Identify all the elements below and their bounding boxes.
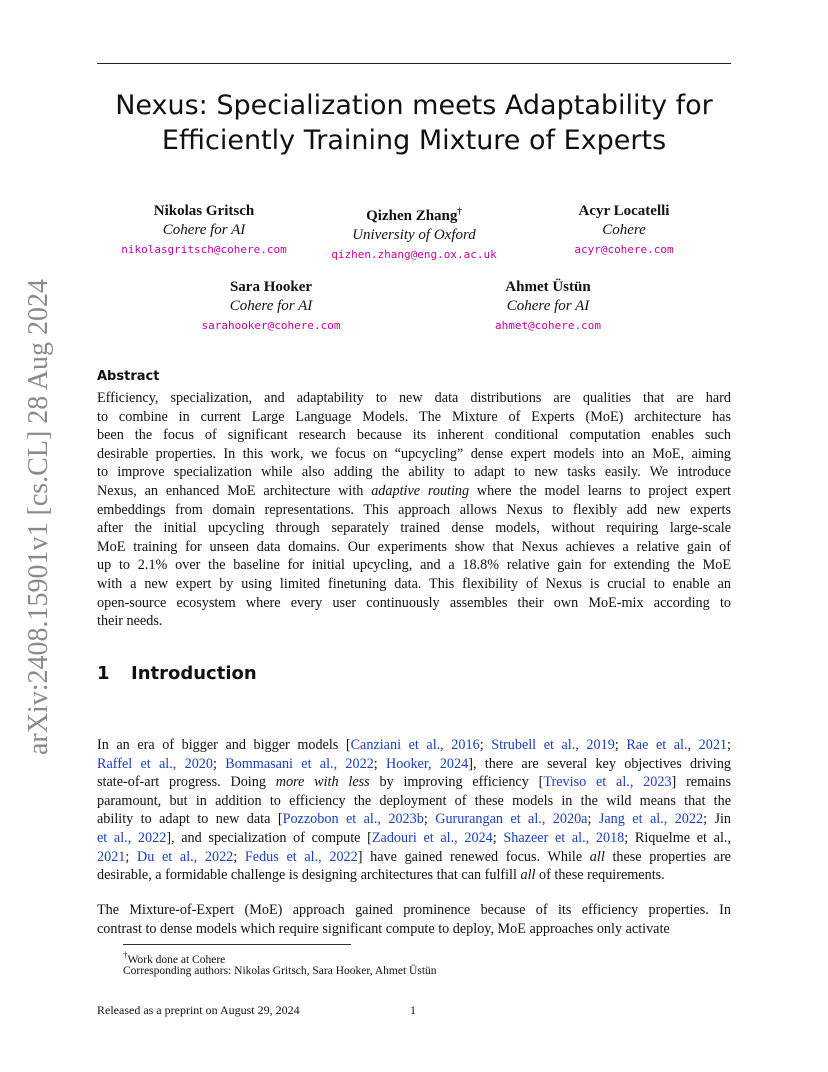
text-line: desirable, a formidable challenge is designing architectures that can fulfill all of these requirements.: [97, 867, 665, 884]
text-line: 2021; Du et al., 2022; Fedus et al., 2022] have gained renewed focus. While all these properties are: [97, 848, 731, 865]
section-heading: [97, 663, 257, 684]
section-title: Introduction: [131, 663, 257, 684]
author-name: Qizhen Zhang†: [366, 206, 462, 224]
author-block: [294, 202, 534, 264]
author-block: [428, 278, 668, 335]
text-line: contrast to dense models which require significant compute to deploy, MoE approaches only activate: [97, 920, 670, 937]
top-rule: [97, 63, 731, 64]
title-line-2: Efficiently Training Mixture of Experts: [161, 125, 667, 156]
footnote-corresponding: Corresponding authors: Nikolas Gritsch, Sara Hooker, Ahmet Üstün: [123, 965, 437, 977]
title-line-1: Nexus: Specialization meets Adaptability for: [115, 90, 713, 121]
author-name: Sara Hooker: [229, 279, 313, 295]
author-block: [84, 202, 324, 259]
text-line: to combine in current Large Language Models. The Mixture of Experts (MoE) architecture has: [97, 408, 731, 425]
author-name: Nikolas Gritsch: [153, 203, 255, 219]
author-affiliation: Cohere: [602, 222, 646, 238]
abstract-body: [97, 389, 731, 631]
text-line: state-of-art progress. Doing more with less by improving efficiency [Treviso et al., 2023] remains: [97, 774, 731, 791]
intro-paragraph-2: [97, 901, 731, 938]
release-note: Released as a preprint on August 29, 2024: [97, 1003, 300, 1017]
author-name: Acyr Locatelli: [578, 203, 670, 219]
footnote-rule: [123, 944, 351, 945]
text-line: Efficiency, specialization, and adaptability to new data distributions are qualities that are hard: [97, 390, 731, 406]
author-block: [504, 202, 744, 259]
dagger-mark: †: [123, 950, 128, 960]
footnote-work-done: †Work done at Cohere: [123, 950, 226, 966]
page-number: 1: [410, 1003, 416, 1017]
text-line: been the focus of significant research because its inherent conditional computation enables such: [97, 427, 731, 444]
text-line: their needs.: [97, 613, 163, 630]
text-line: open-source ecosystem where every user continuously assembles their own MoE-mix according to: [97, 594, 731, 611]
text-line: after the initial upcycling through separately trained dense models, without requiring large-scale: [97, 520, 731, 537]
author-affiliation: Cohere for AI: [229, 298, 313, 314]
text-line: In an era of bigger and bigger models [Canziani et al., 2016; Strubell et al., 2019; Rae et al., 2021;: [97, 737, 731, 753]
text-line: The Mixture-of-Expert (MoE) approach gained prominence because of its efficiency properties. In: [97, 902, 731, 918]
arxiv-identifier: arXiv:2408.15901v1 [cs.CL] 28 Aug 2024: [23, 279, 54, 755]
text-line: paramount, but in addition to efficiency the deployment of these models in the wild means that the: [97, 792, 731, 809]
author-block: [151, 278, 391, 335]
author-email[interactable]: sarahooker@cohere.com: [201, 319, 341, 332]
author-name: Ahmet Üstün: [505, 279, 591, 295]
author-email[interactable]: qizhen.zhang@eng.ox.ac.uk: [331, 248, 497, 261]
author-email[interactable]: nikolasgritsch@cohere.com: [121, 243, 287, 256]
text-line: Nexus, an enhanced MoE architecture with adaptive routing where the model learns to project expert: [97, 482, 731, 499]
author-affiliation: University of Oxford: [352, 227, 476, 243]
intro-paragraph-1: [97, 736, 731, 885]
text-line: embeddings from domain representations. This approach allows Nexus to flexibly add new experts: [97, 501, 731, 518]
author-email[interactable]: acyr@cohere.com: [574, 243, 674, 256]
dagger-mark: †: [457, 206, 462, 216]
author-email[interactable]: ahmet@cohere.com: [495, 319, 601, 332]
text-line: desirable properties. In this work, we focus on “upcycling” dense expert models into an MoE, aiming: [97, 445, 731, 462]
paper-title: [97, 88, 731, 158]
section-number: 1: [97, 663, 110, 684]
text-line: Raffel et al., 2020; Bommasani et al., 2022; Hooker, 2024], there are several key objectives driving: [97, 755, 732, 772]
text-line: to improve specialization while also adding the ability to adapt to new tasks easily. We introduce: [97, 464, 731, 481]
author-affiliation: Cohere for AI: [162, 222, 246, 238]
text-line: with a new expert by using limited finetuning data. This flexibility of Nexus is crucial to enable an: [97, 575, 731, 592]
text-line: ability to adapt to new data [Pozzobon et al., 2023b; Gururangan et al., 2020a; Jang et al., 2022; Jin: [97, 811, 731, 828]
text-line: up to 2.1% over the baseline for initial upcycling, and a 18.8% relative gain for extending the MoE: [97, 557, 731, 574]
text-line: MoE training for unseen data domains. Our experiments show that Nexus achieves a relative gain of: [97, 538, 731, 555]
abstract-heading: Abstract: [97, 369, 160, 384]
text-line: et al., 2022], and specialization of compute [Zadouri et al., 2024; Shazeer et al., 2018; Riquelme et al.,: [97, 829, 731, 846]
author-affiliation: Cohere for AI: [506, 298, 590, 314]
